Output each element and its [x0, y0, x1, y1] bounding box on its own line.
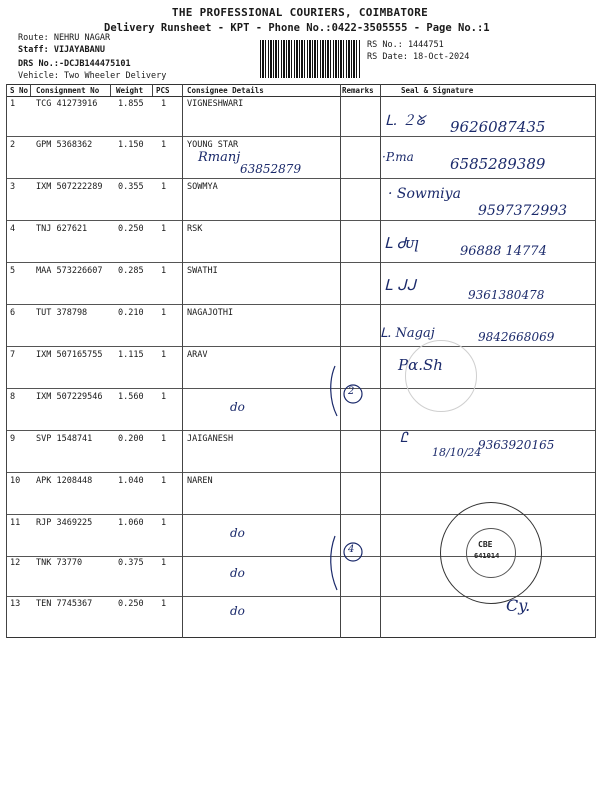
- row-consignment: TNK 73770: [36, 558, 83, 568]
- row-pcs: 1: [161, 350, 167, 360]
- barcode: [260, 40, 360, 78]
- bracket-mark: [325, 530, 375, 595]
- faded-stamp: [405, 340, 477, 412]
- row-consignee: YOUNG STAR: [187, 140, 239, 150]
- handwritten-phone: 9361380478: [468, 288, 545, 302]
- col-consignee: Consignee Details: [187, 86, 264, 95]
- bracket-number: 4: [348, 544, 355, 555]
- row-pcs: 1: [161, 182, 167, 192]
- drs-number: DRS No.:-DCJB144475101: [18, 59, 131, 69]
- row-weight: 1.560: [118, 392, 144, 402]
- row-consignee: VIGNESHWARI: [187, 99, 244, 109]
- handwritten-phone: 9363920165: [478, 438, 555, 452]
- handwritten-date: 18/10/24: [432, 446, 482, 459]
- row-sno: 1: [10, 99, 16, 109]
- row-consignee: JAIGANESH: [187, 434, 234, 444]
- row-consignment: IXM 507222289: [36, 182, 103, 192]
- handwritten-signature: ·P.ma: [382, 150, 414, 164]
- handwritten-phone: 9842668069: [478, 330, 555, 344]
- handwritten-signature: ᒪ ᒍᒍ: [384, 276, 416, 294]
- row-consignment: SVP 1548741: [36, 434, 93, 444]
- row-sno: 8: [10, 392, 16, 402]
- row-weight: 0.355: [118, 182, 144, 192]
- row-consignment: GPM 5368362: [36, 140, 93, 150]
- handwritten-signature-mark: ᒪ. ２ᘜ: [385, 113, 425, 129]
- row-sno: 4: [10, 224, 16, 234]
- row-pcs: 1: [161, 99, 167, 109]
- seal-city: CBE: [478, 540, 493, 549]
- vehicle-label: Vehicle: Two Wheeler Delivery: [18, 71, 167, 81]
- runsheet-title: Delivery Runsheet - KPT - Phone No.:0422-3505555 - Page No.:1: [104, 22, 490, 34]
- row-pcs: 1: [161, 599, 167, 609]
- handwritten-phone: 63852879: [240, 162, 302, 176]
- row-pcs: 1: [161, 308, 167, 318]
- row-pcs: 1: [161, 558, 167, 568]
- row-pcs: 1: [161, 224, 167, 234]
- row-weight: 1.060: [118, 518, 144, 528]
- row-consignment: APK 1208448: [36, 476, 93, 486]
- col-seal-signature: Seal & Signature: [401, 86, 474, 95]
- row-weight: 1.855: [118, 99, 144, 109]
- row-weight: 0.285: [118, 266, 144, 276]
- seal-pincode: 641014: [474, 552, 500, 560]
- col-remarks: Remarks: [342, 86, 374, 95]
- handwritten-phone: 9626087435: [450, 118, 546, 136]
- row-weight: 1.040: [118, 476, 144, 486]
- handwritten-signature: · Sowmiya: [388, 186, 461, 202]
- col-pcs: PCS: [156, 86, 170, 95]
- company-name: THE PROFESSIONAL COURIERS, COIMBATORE: [171, 6, 429, 19]
- row-weight: 0.375: [118, 558, 144, 568]
- row-sno: 12: [10, 558, 21, 568]
- bracket-number: 2: [348, 386, 355, 397]
- row-consignee: NAGAJOTHI: [187, 308, 234, 318]
- handwritten-signature: Ꮭ: [400, 430, 408, 446]
- handwritten-signature: ᒪ Ꮷᴜꞁ: [384, 234, 419, 252]
- row-consignment: RJP 3469225: [36, 518, 93, 528]
- row-pcs: 1: [161, 140, 167, 150]
- row-consignment: TEN 7745367: [36, 599, 93, 609]
- row-sno: 2: [10, 140, 16, 150]
- handwritten-phone: 96888 14774: [460, 244, 547, 259]
- row-consignment: IXM 507165755: [36, 350, 103, 360]
- ditto-mark: do: [230, 566, 245, 580]
- row-pcs: 1: [161, 266, 167, 276]
- row-consignee: NAREN: [187, 476, 213, 486]
- row-consignment: TUT 378798: [36, 308, 88, 318]
- row-weight: 0.250: [118, 224, 144, 234]
- row-consignment: TNJ 627621: [36, 224, 88, 234]
- col-sno: S No: [10, 86, 29, 95]
- ditto-mark: do: [230, 604, 245, 618]
- rs-number: RS No.: 1444751: [367, 40, 444, 50]
- row-sno: 7: [10, 350, 16, 360]
- row-sno: 6: [10, 308, 16, 318]
- handwritten-phone: 6585289389: [450, 155, 546, 173]
- row-consignment: MAA 573226607: [36, 266, 103, 276]
- row-sno: 13: [10, 599, 21, 609]
- row-sno: 3: [10, 182, 16, 192]
- row-weight: 0.200: [118, 434, 144, 444]
- rs-date: RS Date: 18-Oct-2024: [367, 52, 470, 62]
- row-consignee: SOWMYA: [187, 182, 218, 192]
- staff-label: Staff: VIJAYABANU: [18, 45, 105, 55]
- col-consignment: Consignment No: [36, 86, 100, 95]
- row-weight: 0.250: [118, 599, 144, 609]
- handwritten-phone: 9597372993: [478, 203, 568, 219]
- handwritten-signature: Cy.: [506, 596, 531, 615]
- ditto-mark: do: [230, 526, 245, 540]
- col-weight: Weight: [116, 86, 144, 95]
- handwritten-signature: Pα.Sh: [398, 356, 443, 374]
- row-pcs: 1: [161, 392, 167, 402]
- row-sno: 11: [10, 518, 21, 528]
- row-weight: 1.150: [118, 140, 144, 150]
- row-consignee: RSK: [187, 224, 203, 234]
- row-sno: 10: [10, 476, 21, 486]
- handwritten-signature: Rmanj: [198, 150, 241, 165]
- route-label: Route: NEHRU NAGAR: [18, 33, 111, 43]
- row-pcs: 1: [161, 476, 167, 486]
- row-weight: 1.115: [118, 350, 144, 360]
- handwritten-signature: ᒪ. Nagaj: [380, 326, 435, 341]
- row-pcs: 1: [161, 518, 167, 528]
- row-consignee: ARAV: [187, 350, 208, 360]
- row-consignment: IXM 507229546: [36, 392, 103, 402]
- row-sno: 9: [10, 434, 16, 444]
- row-sno: 5: [10, 266, 16, 276]
- row-weight: 0.210: [118, 308, 144, 318]
- row-pcs: 1: [161, 434, 167, 444]
- ditto-mark: do: [230, 400, 245, 414]
- row-consignment: TCG 41273916: [36, 99, 98, 109]
- row-consignee: SWATHI: [187, 266, 218, 276]
